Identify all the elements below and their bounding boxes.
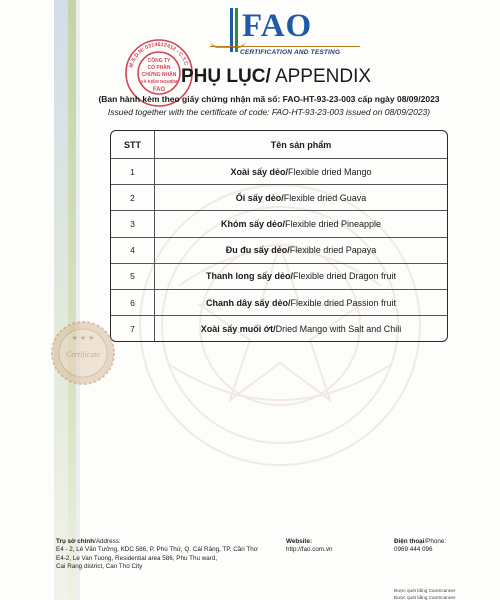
table-row [111,237,447,263]
row-number: 6 [111,290,155,315]
product-name-en: Flexible dried Papaya [289,245,377,256]
left-decorative-stripe [76,0,80,600]
svg-text:★ ★ ★: ★ ★ ★ [71,335,95,342]
address-english: E4-2, Le Van Tuong, Residential area 586, Phu Thu ward, [56,554,218,562]
product-name-vn: Chanh dây sấy dẻo/ [205,297,291,308]
stamp-line: CÔNG TY [147,58,171,64]
product-name-en: Flexible dried Pineapple [284,218,382,229]
fao-logo [210,6,360,56]
product-name-en: Flexible dried Mango [287,166,372,177]
product-name-en: Flexible dried Guava [283,192,367,203]
stamp-line: CHỨNG NHẬN [141,72,177,78]
title-vietnamese: PHỤ LỤC/ [181,66,271,87]
product-name [155,290,447,315]
phone-number: 0969 444 096 [394,546,433,554]
product-name [155,316,447,341]
address-label: Trụ sở chính [56,538,95,545]
table-row [111,210,447,236]
address-label-en: /Address: [94,538,121,545]
seal-text: Certificate [65,350,101,359]
product-name [155,185,447,210]
footer-phone [394,538,446,555]
product-name-vn: Xoài sấy dẻo/ [230,166,288,177]
row-number: 7 [111,316,155,341]
stamp-line: VÀ KIỂM NGHIỆM [140,79,178,84]
product-name [155,238,447,263]
website-link[interactable]: http://fao.com.vn [286,546,333,554]
header-product-name: Tên sản phẩm [270,139,332,150]
phone-label: Điện thoại [394,538,425,545]
subtitle-english: Issued together with the certificate of code: FAO-HT-93-23-003 issued on 08/09/2023) [107,107,431,117]
table-row [111,289,447,315]
website-label: Website: [286,538,313,545]
product-name [155,159,447,184]
address-vietnamese: E4 - 2, Lê Văn Tưởng, KDC 586, P. Phú Thứ, Q. Cái Răng, TP. Cần Thơ [56,546,258,554]
row-number: 1 [111,159,155,184]
stamp-line: CỔ PHẦN [147,65,171,71]
row-number: 2 [111,185,155,210]
page-title [181,66,371,88]
product-name-vn: Khóm sấy dẻo/ [220,218,285,229]
logo-tagline: CERTIFICATION AND TESTING [240,49,341,56]
product-name-vn: Thanh long sấy dẻo/ [205,271,293,282]
row-number: 5 [111,264,155,289]
scanner-watermark: Được quét bằng CamScanner [394,595,456,600]
subtitle-vietnamese: (Ban hành kèm theo giấy chứng nhận mã số: FAO-HT-93-23-003 cấp ngày 08/09/2023 [98,94,440,104]
stamp-ring-text: M.S.D.N: 0314612412 - C.T.C [128,41,189,69]
product-name-vn: Ổi sấy dẻo/ [235,192,284,203]
row-number: 4 [111,238,155,263]
table-row [111,184,447,210]
product-name [155,211,447,236]
table-header-row [111,131,447,158]
product-name-vn: Xoài sấy muối ớt/ [200,323,276,334]
phone-label-en: /Phone: [424,538,447,545]
product-name-en: Dried Mango with Salt and Chili [275,323,402,334]
header-stt: STT [111,131,155,158]
certificate-seal-icon [50,320,116,386]
row-number: 3 [111,211,155,236]
table-row [111,158,447,184]
scanner-watermark: Được quét bằng CamScanner [394,588,456,593]
address-english-line2: Cai Rang district, Can Tho City [56,563,143,571]
product-name-en: Flexible dried Passion fruit [290,297,397,308]
stamp-line: FAO [152,87,166,93]
product-name-en: Flexible dried Dragon fruit [292,271,397,282]
table-row [111,315,447,341]
product-table [110,130,448,342]
product-name [155,264,447,289]
footer-website [286,538,333,555]
left-decorative-stripe [68,0,76,600]
logo-brand: FAO [242,8,313,44]
footer-address [56,538,266,572]
table-row [111,263,447,289]
logo-divider [210,46,360,47]
title-english: APPENDIX [270,66,372,87]
left-decorative-stripe [54,0,68,600]
product-name-vn: Đu đu sấy dẻo/ [225,245,290,256]
